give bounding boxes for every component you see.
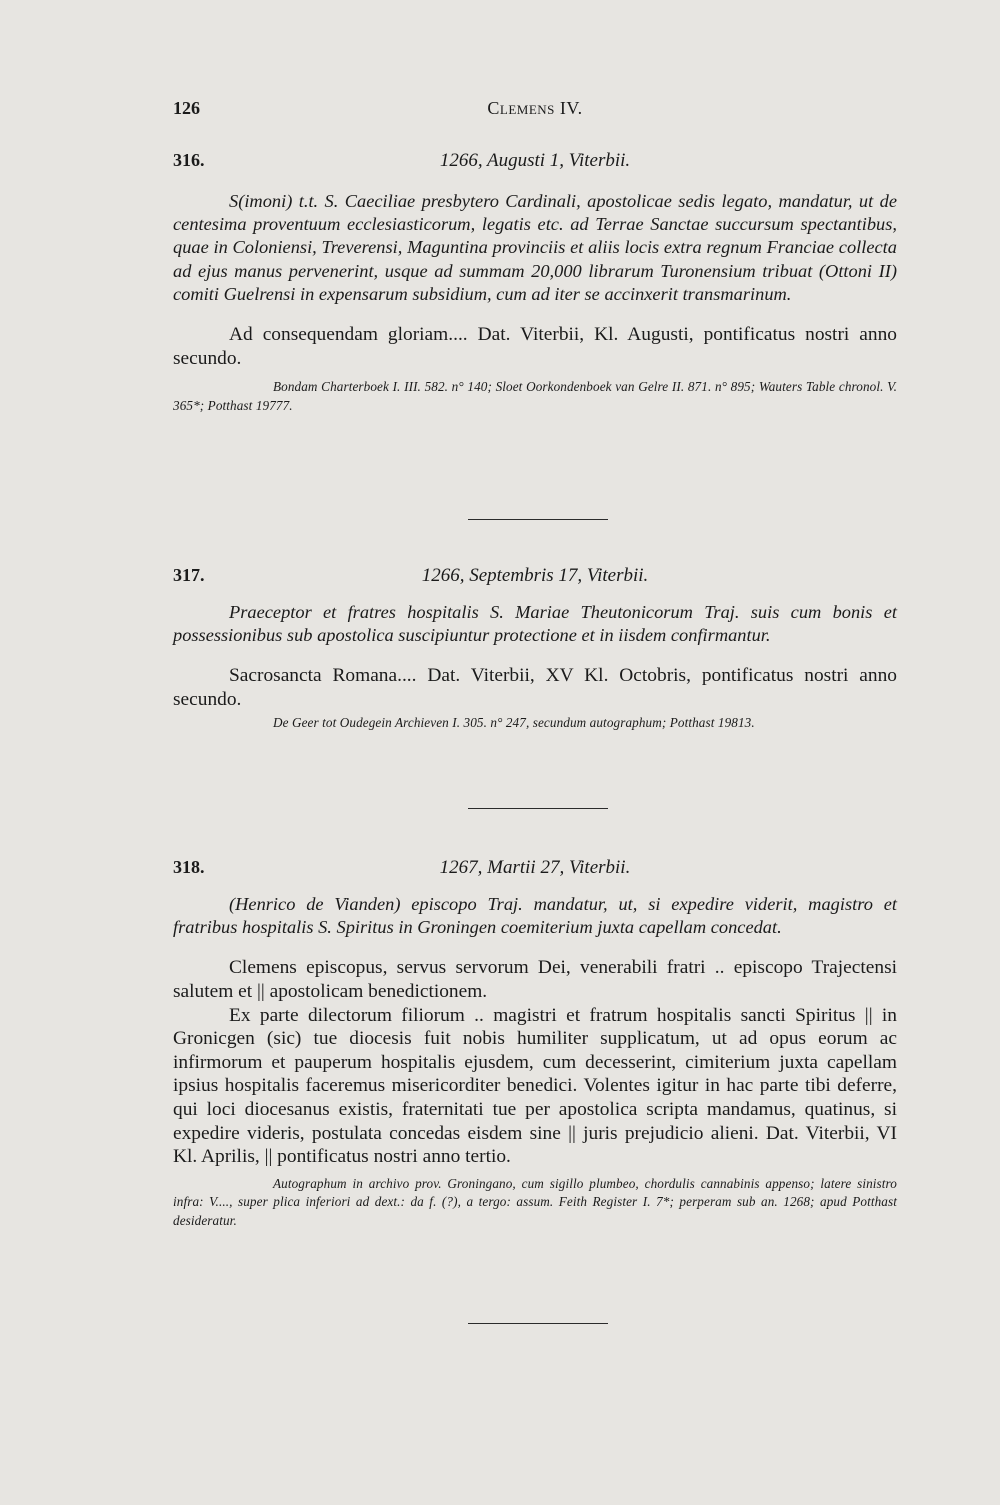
entry-number: 317. (173, 565, 205, 585)
entry-number: 316. (173, 150, 205, 170)
entry-source: Autographum in archivo prov. Groningano, cum sigillo plumbeo, chordulis cannabinis appenso; latere sinistro infra: V...., super plica inferiori ad dext.: da f. (?), a tergo: assum. Feith Register I. 7*; perperam sub an. 1268; apud Potthast desideratur. (173, 1175, 897, 1228)
entry-316 (173, 150, 897, 415)
entry-incipit: Ad consequendam gloriam.... Dat. Viterbii, Kl. Augusti, pontificatus nostri anno secundo. (173, 324, 897, 369)
entry-number: 318. (173, 857, 205, 877)
letter-paragraph: Clemens episcopus, servus servorum Dei, venerabili fratri .. episcopo Trajectensi salutem et || apostolicam benedictionem. (173, 957, 897, 1002)
running-title: Clemens IV. (487, 98, 583, 118)
entry-date: 1266, Septembris 17, Viterbii. (421, 565, 649, 586)
entry-source: Bondam Charterboek I. III. 582. n° 140; Sloet Oorkondenboek van Gelre II. 871. n° 895; Wauters Table chronol. V. 365*; Potthast 19777. (173, 379, 897, 413)
entry-source: De Geer tot Oudegein Archieven I. 305. n° 247, secundum autographum; Potthast 19813. (273, 715, 755, 731)
section-divider (468, 519, 608, 520)
section-divider (468, 1323, 608, 1324)
entry-heading (173, 150, 897, 178)
entry-summary: (Henrico de Vianden) episcopo Traj. mandatur, ut, si expedire viderit, magistro et fratribus hospitalis S. Spiritus in Groningen coemiterium juxta capellam concedat. (173, 894, 897, 938)
page-header (173, 98, 897, 128)
entry-summary: S(imoni) t.t. S. Caeciliae presbytero Cardinali, apostolicae sedis legato, mandatur, ut de centesima proventuum ecclesiasticorum, legatis etc. ad Terrae Sanctae succursum spectantibus, quae in Coloniensi, Treverensi, Maguntina provinciis et aliis locis extra regnum Franciae collecta ad ejus manus pervenerint, usque ad summam 20,000 librarum Turonensium tribuat (Ottoni II) comiti Guelrensi in expensarum subsidium, cum ad iter se accinxerit transmarinum. (173, 191, 897, 304)
entry-heading (173, 565, 897, 593)
entry-heading (173, 857, 897, 885)
entry-317 (173, 565, 897, 733)
entry-date: 1266, Augusti 1, Viterbii. (439, 150, 631, 171)
entry-318 (173, 857, 897, 1230)
entry-incipit: Sacrosancta Romana.... Dat. Viterbii, XV Kl. Octobris, pontificatus nostri anno secundo. (173, 665, 897, 710)
letter-paragraph: Ex parte dilectorum filiorum .. magistri et fratrum hospitalis sancti Spiritus || in Gronicgen (sic) tue diocesis fuit nobis humiliter supplicatum, ut ad opus eorum ac infirmorum et pauperum hospitalis ejusdem, cum decesserint, cimiterium juxta capellam ipsius hospitalis faceremus misericorditer benedici. Volentes igitur in hac parte tibi deferre, qui loci diocesanus existis, fraternitati tue per apostolica scripta mandamus, quatinus, si expedire videris, postulata concedas eisdem sine || juris prejudicio alieni. Dat. Viterbii, VI Kl. Aprilis, || pontificatus nostri anno tertio. (173, 1004, 897, 1168)
section-divider (468, 808, 608, 809)
entry-summary: Praeceptor et fratres hospitalis S. Mariae Theutonicorum Traj. suis cum bonis et possessionibus sub apostolica suscipiuntur protectione et in iisdem confirmantur. (173, 602, 897, 646)
entry-date: 1267, Martii 27, Viterbii. (439, 857, 631, 878)
page-number: 126 (173, 98, 200, 118)
